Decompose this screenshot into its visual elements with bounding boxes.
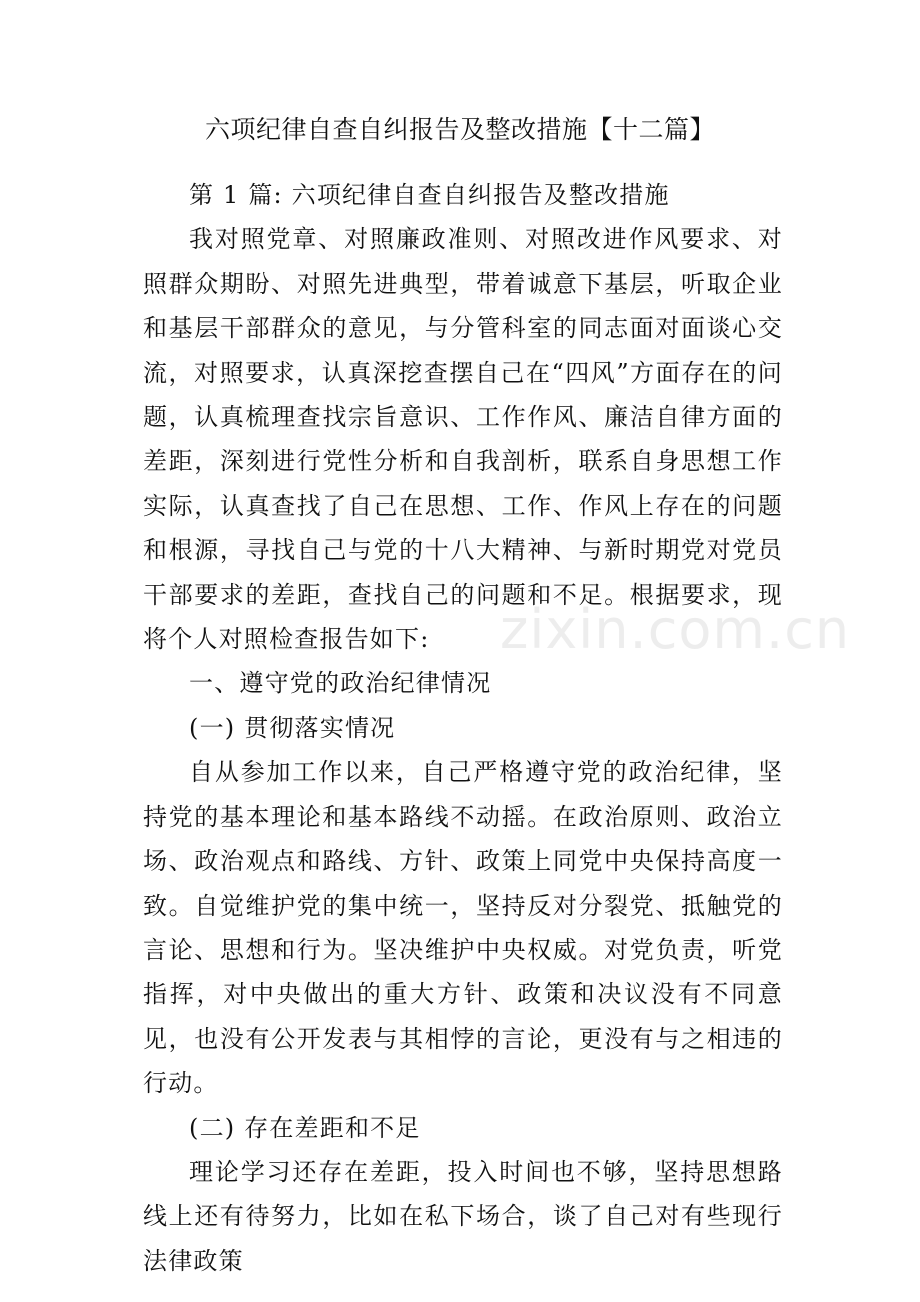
watermark: zixin.com.cn: [500, 598, 851, 661]
body-paragraph: 自从参加工作以来，自己严格遵守党的政治纪律，坚持党的基本理论和基本路线不动摇。在政治原则、政治立场、政治观点和路线、方针、政策上同党中央保持高度一致。自觉维护党的集中统一，坚持反对分裂党、抵触党的言论、思想和行为。坚决维护中央权威。对党负责，听党指挥，对中央做出的重大方针、政策和决议没有不同意见，也没有公开发表与其相悖的言论，更没有与之相违的行动。: [143, 758, 783, 1098]
body-paragraph: 理论学习还存在差距，投入时间也不够，坚持思想路线上还有待努力，比如在私下场合，谈了自己对有些现行法律政策: [143, 1157, 783, 1275]
document-body: [143, 173, 783, 1283]
document-title: 六项纪律自查自纠报告及整改措施【十二篇】: [204, 115, 715, 144]
body-paragraph: 我对照党章、对照廉政准则、对照改进作风要求、对照群众期盼、对照先进典型，带着诚意下基层，听取企业和基层干部群众的意见，与分管科室的同志面对面谈心交流，对照要求，认真深挖查摆自己在“四风”方面存在的问题，认真梳理查找宗旨意识、工作作风、廉洁自律方面的差距，深刻进行党性分析和自我剖析，联系自身思想工作实际，认真查找了自己在思想、工作、作风上存在的问题和根源，寻找自己与党的十八大精神、与新时期党对党员干部要求的差距，查找自己的问题和不足。根据要求，现将个人对照检查报告如下:: [143, 225, 783, 654]
chapter-heading: 第 1 篇: 六项纪律自查自纠报告及整改措施: [189, 181, 670, 209]
subsection-heading: (一) 贯彻落实情况: [189, 713, 396, 742]
section-heading: 一、遵守党的政治纪律情况: [189, 669, 492, 698]
subsection-heading: (二) 存在差距和不足: [189, 1113, 421, 1142]
